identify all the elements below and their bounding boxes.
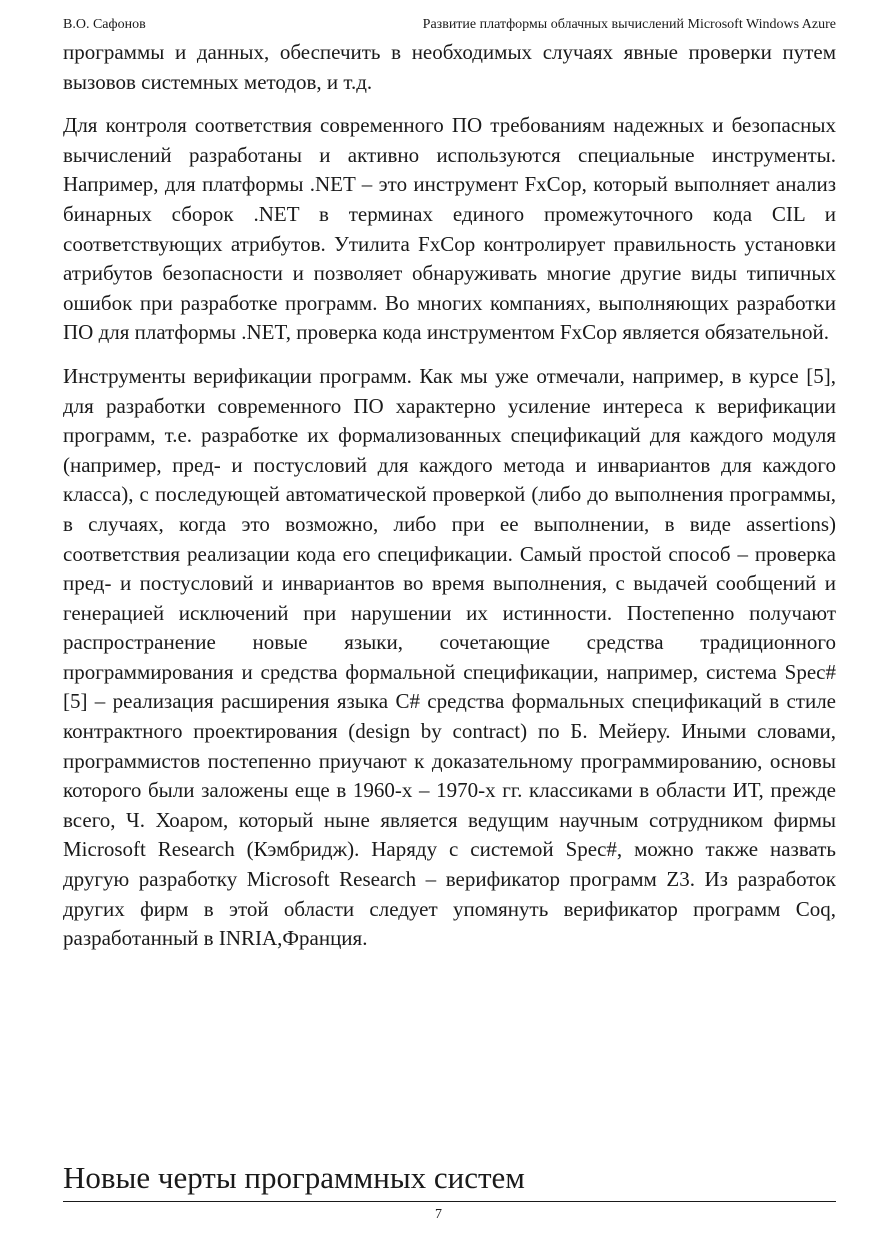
page-body [63,38,836,954]
running-header-title: Развитие платформы облачных вычислений Microsoft Windows Azure [422,17,836,32]
paragraph-continuation: программы и данных, обеспечить в необходимых случаях явные проверки путем вызовов системных методов, и т.д. [63,40,836,94]
paragraph-fxcop: Для контроля соответствия современного ПО требованиям надежных и безопасных вычислений разработаны и активно используются специальные инструменты. Например, для платформы .NET – это инструмент FxCop, который выполняет анализ бинарных сборок .NET в терминах единого промежуточного кода CIL и соответствующих атрибутов. Утилита FxCop контролирует правильность установки атрибутов безопасности и позволяет обнаруживать многие другие виды типичных ошибок при разработке программ. Во многих компаниях, выполняющих разработки ПО для платформы .NET, проверка кода инструментом FxCop является обязательной. [63,113,836,345]
paragraph-verification-tools: Инструменты верификации программ. Как мы уже отмечали, например, в курсе [5], для разработки современного ПО характерно усиление интереса к верификации программ, т.е. разработке их формализованных спецификаций для каждого модуля (например, пред- и постусловий для каждого метода и инвариантов для каждого класса), с последующей автоматической проверкой (либо до выполнения программы, в случаях, когда это возможно, либо при ее выполнении, в виде assertions) соответствия реализации кода его спецификации. Самый простой способ – проверка пред- и постусловий и инвариантов во время выполнения, с выдачей сообщений и генерацией исключений при нарушении их истинности. Постепенно получают распространение новые языки, сочетающие средства традиционного программирования и средства формальной спецификации, например, система Spec# [5] – реализация расширения языка C# средства формальных спецификаций в стиле контрактного проектирования (design by contract) по Б. Мейеру. Иными словами, программистов постепенно приучают к доказательному программированию, основы которого были заложены еще в 1960-х – 1970-х гг. классиками в области ИТ, прежде всего, Ч. Хоаром, который ныне является ведущим научным сотрудником фирмы Microsoft Research (Кэмбридж). Наряду с системой Spec#, можно также назвать другую разработку Microsoft Research – верификатор программ Z3. Из разработок других фирм в этой области следует упомянуть верификатор программ Coq, разработанный в INRIA,Франция. [63,363,836,951]
running-header-author: В.О. Сафонов [63,17,146,32]
page-number: 7 [435,1207,442,1222]
footer-divider [63,1201,836,1202]
section-heading: Новые черты программных систем [63,1160,525,1195]
